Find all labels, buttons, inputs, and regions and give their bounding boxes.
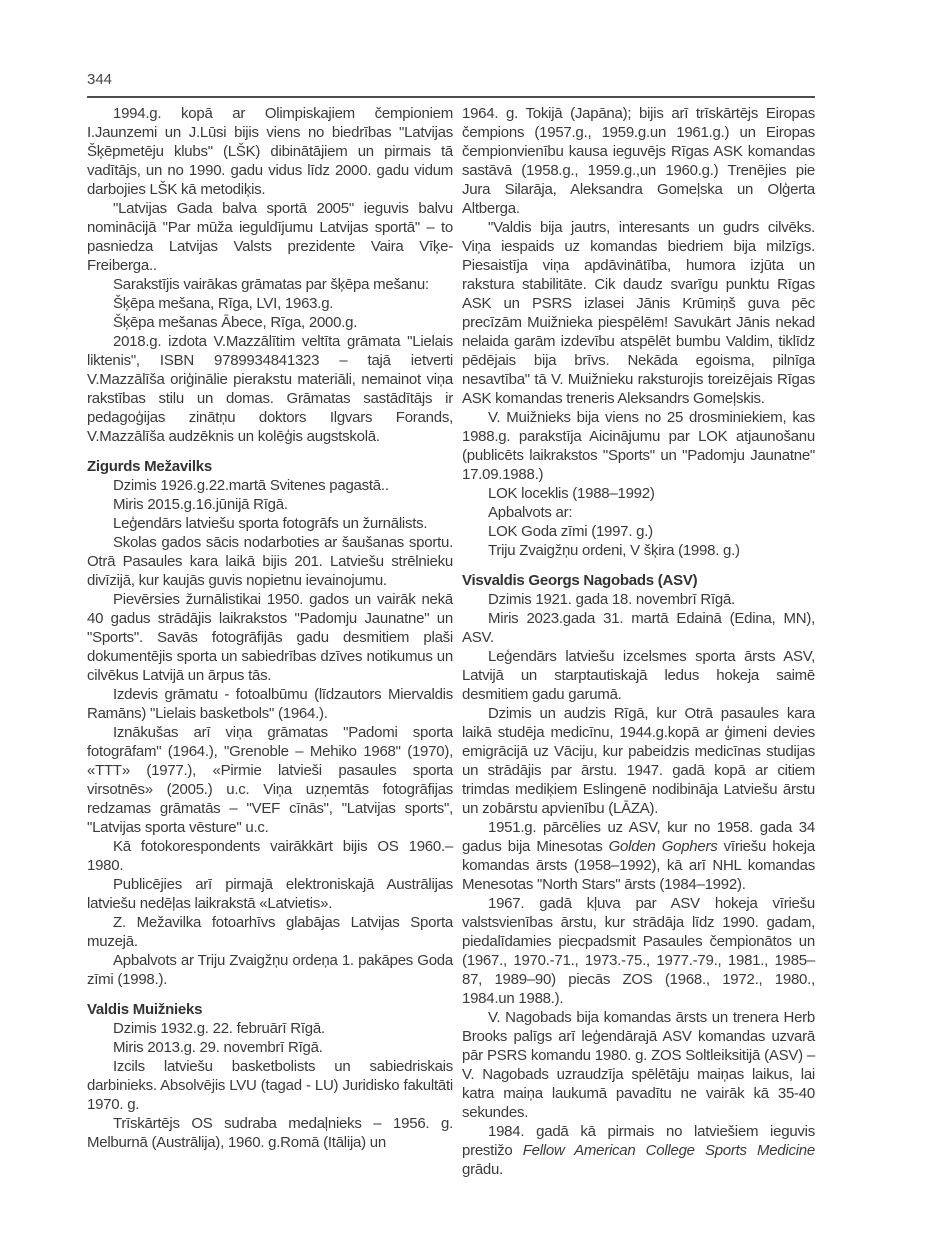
list-line: Triju Zvaigžņu ordeni, V šķira (1998. g.) [488,542,740,559]
paragraph-text: 1984. gadā kā pirmais no latviešiem ieguvis prestižo [462,1123,815,1159]
list-line: LOK loceklis (1988–1992) [488,485,655,502]
italic-degree-name: Fellow American College Sports Medicine [522,1142,815,1159]
paragraph: Kā fotokorespondents vairākkārt bijis OS 1960.–1980. [87,838,453,874]
paragraph: V. Nagobads bija komandas ārsts un trenera Herb Brooks palīgs arī leģendārajā ASV komandas uzvarā pār PSRS komandu 1980. g. ZOS Soltleiksitijā (ASV) – V. Nagobads uzraudzīja spēlētāju maiņas laikus, lai katra maiņa laukumā pavadītu ne vairāk kā 35-40 sekundes. [462,1009,815,1121]
paragraph: Publicējies arī pirmajā elektroniskajā Austrālijas latviešu nedēļas laikrakstā «Latvietis». [87,876,453,912]
paragraph: Dzimis un audzis Rīgā, kur Otrā pasaules kara laikā studēja medicīnu, 1944.g.kopā ar ģimeni devies emigrācijā uz Vāciju, kur pabeidzis medicīnas studijas un strādājis par ārstu. 1947. gadā kopā ar citiem trimdas mediķiem Eslingenē nodibināja Latviešu ārstu un zobārstu apvienību (LĀZA). [462,705,815,817]
header-rule [87,96,815,98]
paragraph-continuation: 1964. g. Tokijā (Japāna); bijis arī trīskārtējs Eiropas čempions (1957.g., 1959.g.un 1961.g.) un Eiropas čempionvienību kausa ieguvējs Rīgas ASK komandas sastāvā (1958.g., 1959.g.,un 1960.g.) Trenējies pie Jura Silarāja, Aleksandra Gomeļska un Olģerta Altberga. [462,105,815,217]
paragraph: Iznākušas arī viņa grāmatas "Padomi sporta fotogrāfam" (1964.), "Grenoble – Mehiko 1968" (1970), «TTT» (1977.), «Pirmie latvieši pasaules sporta virsotnēs» (2005.) u.c. Viņa uzņemtās fotogrāfijas redzamas grāmatās – "VEF cīnās", "Latvijas sports", "Latvijas sporta vēsture" u.c. [87,724,453,836]
book-title-line: Šķēpa mešana, Rīga, LVI, 1963.g. [113,295,334,312]
paragraph: Miris 2015.g.16.jūnijā Rīgā. [113,496,288,513]
list-line: Apbalvots ar: [488,504,573,521]
paragraph: Sarakstījis vairākas grāmatas par šķēpa mešanu: [113,276,429,293]
section-heading-valdis-muiznieks: Valdis Muižnieks [87,1001,203,1018]
paragraph: "Valdis bija jautrs, interesants un gudrs cilvēks. Viņa iespaids uz komandas biedriem bija milzīgs. Piesaistīja viņa apdāvinātība, humora izjūta un rakstura stabilitāte. Cik daudz svarīgu punktu Rīgas ASK un PSRS izlasei Jānis Krūmiņš guva pēc precīzām Muižnieka piespēlēm! Savukārt Jānis nekad nelaida garām izdevību atspēlēt bumbu Valdim, tiklīdz pēdējais bija brīvs. Nekāda egoisma, pilnīga nesavtība" tā V. Muižnieku raksturojis toreizējais Rīgas ASK komandas treneris Aleksandrs Gomeļskis. [462,219,815,407]
paragraph: 2018.g. izdota V.Mazzālītim veltīta grāmata "Lielais liktenis", ISBN 9789934841323 – tajā ietverti V.Mazzālīša oriģinālie pierakstu materiāli, nemainot viņa rakstības stilu un domas. Grāmatas sastādītājs ir pedagoģijas zinātņu doktors Ilgvars Forands, V.Mazzālīša audzēknis un kolēģis augstskolā. [87,333,453,445]
paragraph: V. Muižnieks bija viens no 25 drosminiekiem, kas 1988.g. parakstīja Aicinājumu par LOK atjaunošanu (publicēts laikrakstos "Sports" un "Padomju Jaunatne" 17.09.1988.) [462,409,815,483]
paragraph: Miris 2023.gada 31. martā Edainā (Edina, MN), ASV. [462,610,815,646]
italic-team-name: Golden Gophers [608,838,718,855]
paragraph: Izcils latviešu basketbolists un sabiedriskais darbinieks. Absolvējis LVU (tagad - LU) Juridisko fakultāti 1970. g. [87,1058,453,1113]
paragraph: Z. Mežavilka fotoarhīvs glabājas Latvijas Sporta muzejā. [87,914,453,950]
paragraph: Leģendārs latviešu izcelsmes sporta ārsts ASV, Latvijā un starptautiskajā ledus hokeja saimē desmitiem gadu garumā. [462,648,815,703]
paragraph: Izdevis grāmatu - fotoalbūmu (līdzautors Miervaldis Ramāns) "Lielais basketbols" (1964.). [87,686,453,722]
section-heading-visvaldis-nagobads: Visvaldis Georgs Nagobads (ASV) [462,572,698,589]
left-column [87,104,453,1152]
page-number: 344 [87,71,113,88]
paragraph: Dzimis 1921. gada 18. novembrī Rīgā. [488,591,735,608]
paragraph: Trīskārtējs OS sudraba medaļnieks – 1956. g. Melburnā (Austrālija), 1960. g.Romā (Itālija) un [87,1115,453,1151]
paragraph [462,818,815,894]
paragraph: Miris 2013.g. 29. novembrī Rīgā. [113,1039,323,1056]
paragraph [462,1122,815,1179]
paragraph: Leģendārs latviešu sporta fotogrāfs un žurnālists. [113,515,428,532]
paragraph: Pievērsies žurnālistikai 1950. gados un vairāk nekā 40 gadus strādājis laikrakstos "Padomju Jaunatne" un "Sports". Savās fotogrāfijās gadu desmitiem plaši dokumentējis sporta un sabiedrības dzīves notikumus un cilvēkus Latvijā un ārpus tās. [87,591,453,684]
paragraph: Dzimis 1932.g. 22. februārī Rīgā. [113,1020,325,1037]
paragraph: Apbalvots ar Triju Zvaigžņu ordeņa 1. pakāpes Goda zīmi (1998.). [87,952,453,988]
paragraph: Skolas gados sācis nodarboties ar šaušanas sportu. Otrā Pasaules kara laikā bijis 201. Latviešu strēlnieku divīzijā, kur kaujās guvis nopietnu ievainojumu. [87,534,453,589]
section-heading-zigurds-mezavilks: Zigurds Mežavilks [87,458,212,475]
paragraph-text: vīriešu hokeja komandas ārsts (1958–1992), kā arī NHL komandas Menesotas "North Stars" ārsts (1984–1992). [462,838,815,893]
paragraph: 1994.g. kopā ar Olimpiskajiem čempioniem I.Jaunzemi un J.Lūsi bijis viens no biedrības "Latvijas Šķēpmetēju klubs" (LŠK) dibinātājiem un pirmais tā vadītājs, un no 1990. gadu vidus līdz 2000. gadu vidum darbojies LŠK kā metodiķis. [87,105,453,198]
paragraph: 1967. gadā kļuva par ASV hokeja vīriešu valstsvienības ārstu, kur strādāja līdz 1990. gadam, piedalīdamies piecpadsmit Pasaules čempionātos un (1967., 1970.-71., 1973.-75., 1977.-79., 1981., 1985–87, 1989–90) piecās ZOS (1968., 1972., 1980., 1984.un 1988.). [462,895,815,1007]
list-line: LOK Goda zīmi (1997. g.) [488,523,653,540]
paragraph: Dzimis 1926.g.22.martā Svitenes pagastā.. [113,477,389,494]
paragraph: "Latvijas Gada balva sportā 2005" ieguvis balvu nominācijā "Par mūža ieguldījumu Latvijas sportā" – to pasniedza Latvijas Valsts prezidente Vaira Vīķe-Freiberga.. [87,200,453,274]
book-title-line: Šķēpa mešanas Ābece, Rīga, 2000.g. [113,314,358,331]
paragraph-text: grādu. [462,1161,504,1178]
right-column [462,104,815,1179]
paragraph-text: 1951.g. pārcēlies uz ASV, kur no 1958. gada 34 gadus bija Minesotas [462,819,815,855]
